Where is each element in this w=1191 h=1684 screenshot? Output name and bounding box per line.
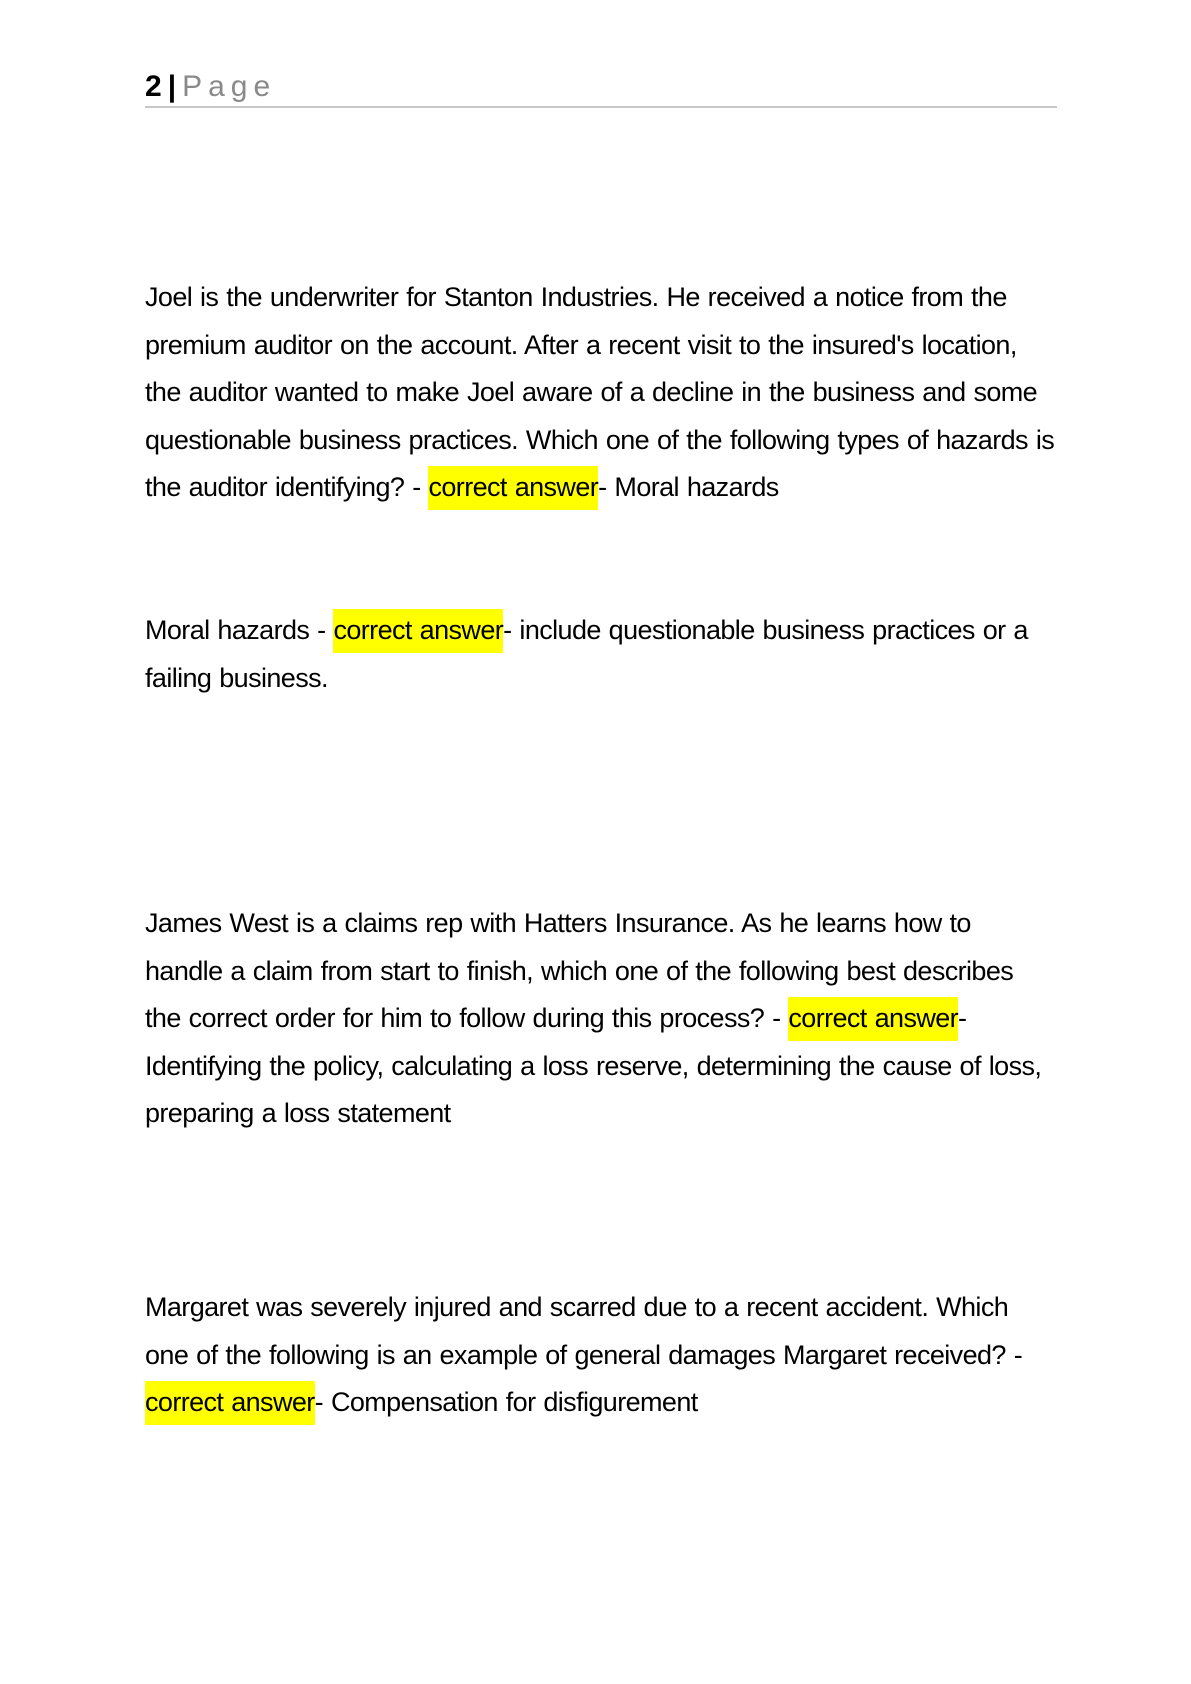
qa-question-text: James West is a claims rep with Hatters Insurance. As he learns how to handle a claim from start to finish, which one of the following best describes the correct order for him to follow during this process? - — [145, 908, 1014, 1033]
page-header — [145, 70, 1057, 108]
qa-item-moral-hazards-definition — [145, 607, 1055, 702]
qa-question-text: Moral hazards - — [145, 615, 334, 645]
qa-question-text: Joel is the underwriter for Stanton Industries. He received a notice from the premium auditor on the account. After a recent visit to the insured's location, the auditor wanted to make Joel aware of a decline in the business and some questionable business practices. Which one of the following types of hazards is the auditor identifying? - — [145, 282, 1055, 502]
qa-item-general-damages — [145, 1284, 1055, 1427]
qa-answer-text: - include questionable business practices or a failing business. — [145, 615, 1028, 693]
qa-answer-text: - Compensation for disfigurement — [314, 1387, 698, 1417]
page-label: Page — [182, 70, 277, 103]
qa-answer-text: - Identifying the policy, calculating a loss reserve, determining the cause of loss, preparing a loss statement — [145, 1003, 1042, 1128]
correct-answer-marker: correct answer — [145, 1381, 315, 1425]
qa-item-claims-process — [145, 900, 1055, 1138]
correct-answer-marker: correct answer — [333, 609, 503, 653]
correct-answer-marker: correct answer — [788, 997, 958, 1041]
page-number: 2 — [145, 70, 162, 103]
page-separator: | — [167, 70, 177, 103]
qa-answer-text: - Moral hazards — [598, 472, 779, 502]
qa-item-moral-hazards-question — [145, 274, 1055, 512]
qa-question-text: Margaret was severely injured and scarred due to a recent accident. Which one of the following is an example of general damages Margaret received? - — [145, 1292, 1023, 1370]
correct-answer-marker: correct answer — [428, 466, 598, 510]
